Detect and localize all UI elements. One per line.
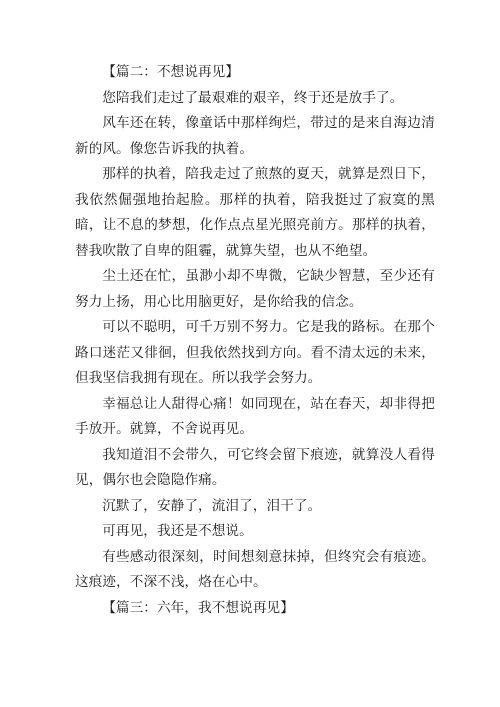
- paragraph: 我知道泪不会带久，可它终会留下痕迹，就算没人看得见，偶尔也会隐隐作痛。: [75, 446, 435, 488]
- paragraph: 可以不聪明，可千万别不努力。它是我的路标。在那个路口迷茫又徘徊，但我依然找到方向。看不清太远的未来，但我坚信我拥有现在。所以我学会努力。: [75, 319, 435, 386]
- section-heading: 【篇三：六年，我不想说再见】: [102, 599, 294, 616]
- section-heading: 【篇二：不想说再见】: [102, 64, 240, 80]
- document-page: [75, 60, 435, 621]
- paragraph: 风车还在转，像童话中那样绚烂，带过的是来自海边清新的风。像您告诉我的执着。: [75, 115, 435, 157]
- paragraph: 那样的执着，陪我走过了煎熬的夏天，就算是烈日下，我依然倔强地抬起脸。那样的执着，陪我挺过了寂寞的黑暗，让不息的梦想，化作点点星光照亮前方。那样的执着，替我吹散了自卑的阻霾，就算失望，也从不绝望。: [75, 166, 435, 259]
- paragraph: 有些感动很深刻，时间想刻意抹掉，但终究会有痕迹。这痕迹，不深不浅，烙在心中。: [75, 548, 435, 590]
- paragraph: 尘土还在忙，虽渺小却不卑微，它缺少智慧，至少还有努力上扬，用心比用脑更好，是你给我的信念。: [75, 268, 435, 310]
- paragraph: 沉默了，安静了，流泪了，泪干了。: [102, 497, 322, 514]
- paragraph: 幸福总让人甜得心痛！如同现在，站在春天，却非得把手放开。就算，不舍说再见。: [75, 395, 435, 437]
- paragraph: 您陪我们走过了最艰难的艰辛，终于还是放手了。: [102, 89, 404, 106]
- paragraph: 可再见，我还是不想说。: [102, 523, 253, 539]
